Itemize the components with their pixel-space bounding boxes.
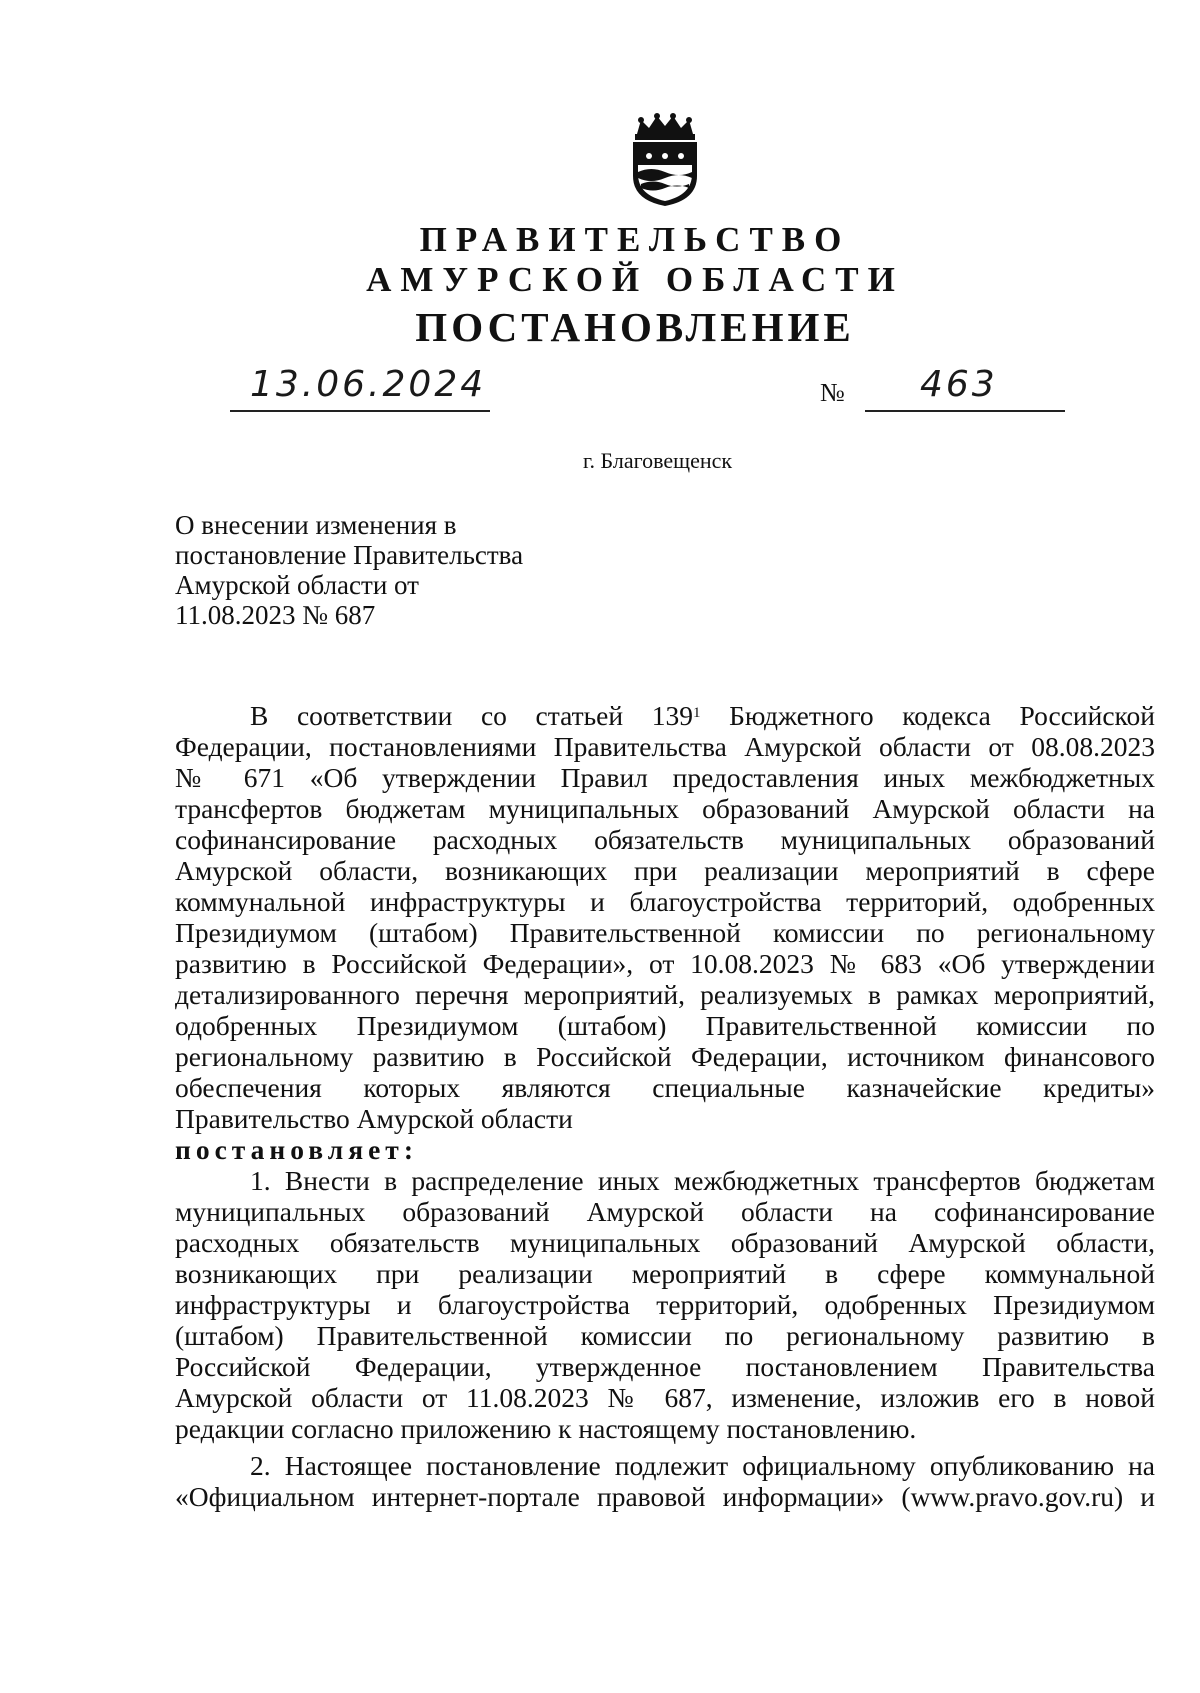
item2-line: 2. Настоящее постановление подлежит официальному опубликованию на (250, 1450, 1155, 1481)
city: г. Благовещенск (583, 448, 733, 473)
organization-name-line1: ПРАВИТЕЛЬСТВО (419, 220, 851, 259)
preamble-line: Правительство Амурской области (175, 1103, 573, 1134)
document-subject (175, 510, 595, 630)
preamble-line: коммунальной инфраструктуры и благоустройства территорий, одобренных (175, 886, 1155, 917)
superscript: 1 (692, 705, 701, 721)
preamble-line: одобренных Президиумом (штабом) Правительственной комиссии по (175, 1010, 1155, 1041)
document-type: ПОСТАНОВЛЕНИЕ (415, 304, 855, 350)
item1-line: (штабом) Правительственной комиссии по региональному развитию в (175, 1320, 1155, 1351)
subject-line: О внесении изменения в (175, 510, 457, 540)
subject-line: 11.08.2023 № 687 (175, 600, 376, 630)
number-field (865, 362, 1065, 412)
handwritten-date: 13.06.2024 (250, 364, 487, 405)
preamble-line: региональному развитию в Российской Федерации, источником финансового (175, 1041, 1155, 1072)
item1-line: расходных обязательств муниципальных образований Амурской области, (175, 1227, 1155, 1258)
item1-line: инфраструктуры и благоустройства территорий, одобренных Президиумом (175, 1289, 1155, 1320)
document-body (175, 700, 1155, 1512)
preamble-line: трансфертов бюджетам муниципальных образований Амурской области на (175, 793, 1155, 824)
preamble-line: Федерации, постановлениями Правительства Амурской области от 08.08.2023 (175, 731, 1155, 762)
item1-line: Российской Федерации, утвержденное постановлением Правительства (175, 1351, 1155, 1382)
preamble-line: Президиумом (штабом) Правительственной комиссии по региональному (175, 917, 1155, 948)
coat-of-arms-icon (627, 112, 703, 208)
preamble-line: Амурской области, возникающих при реализации мероприятий в сфере (175, 855, 1155, 886)
item1-line: возникающих при реализации мероприятий в сфере коммунальной (175, 1258, 1155, 1289)
item2-line: «Официальном интернет-портале правовой информации» (www.pravo.gov.ru) и (175, 1481, 1155, 1512)
resolves-heading: постановляет: (175, 1134, 418, 1165)
preamble-line: № 671 «Об утверждении Правил предоставления иных межбюджетных (175, 762, 1155, 793)
preamble-line: обеспечения которых являются специальные казначейские кредиты» (175, 1072, 1155, 1103)
subject-line: Амурской области от (175, 570, 419, 600)
preamble-text: Бюджетного кодекса Российской (700, 700, 1155, 731)
preamble-line: развитию в Российской Федерации», от 10.08.2023 № 683 «Об утверждении (175, 948, 1155, 979)
preamble-line: детализированного перечня мероприятий, реализуемых в рамках мероприятий, (175, 979, 1155, 1010)
number-sign: № (820, 378, 845, 407)
date-field (230, 362, 490, 412)
preamble-line: софинансирование расходных обязательств муниципальных образований (175, 824, 1155, 855)
item1-line: Амурской области от 11.08.2023 № 687, изменение, изложив его в новой (175, 1382, 1155, 1413)
item1-line: редакции согласно приложению к настоящему постановлению. (175, 1413, 917, 1444)
handwritten-number: 463 (920, 364, 998, 405)
item1-line: 1. Внести в распределение иных межбюджетных трансфертов бюджетам (250, 1165, 1155, 1196)
subject-line: постановление Правительства (175, 540, 524, 570)
organization-name-line2: АМУРСКОЙ ОБЛАСТИ (366, 260, 904, 299)
preamble-line (175, 700, 1155, 731)
preamble-text: В соответствии со статьей 139 (250, 700, 693, 731)
item1-line: муниципальных образований Амурской области на софинансирование (175, 1196, 1155, 1227)
